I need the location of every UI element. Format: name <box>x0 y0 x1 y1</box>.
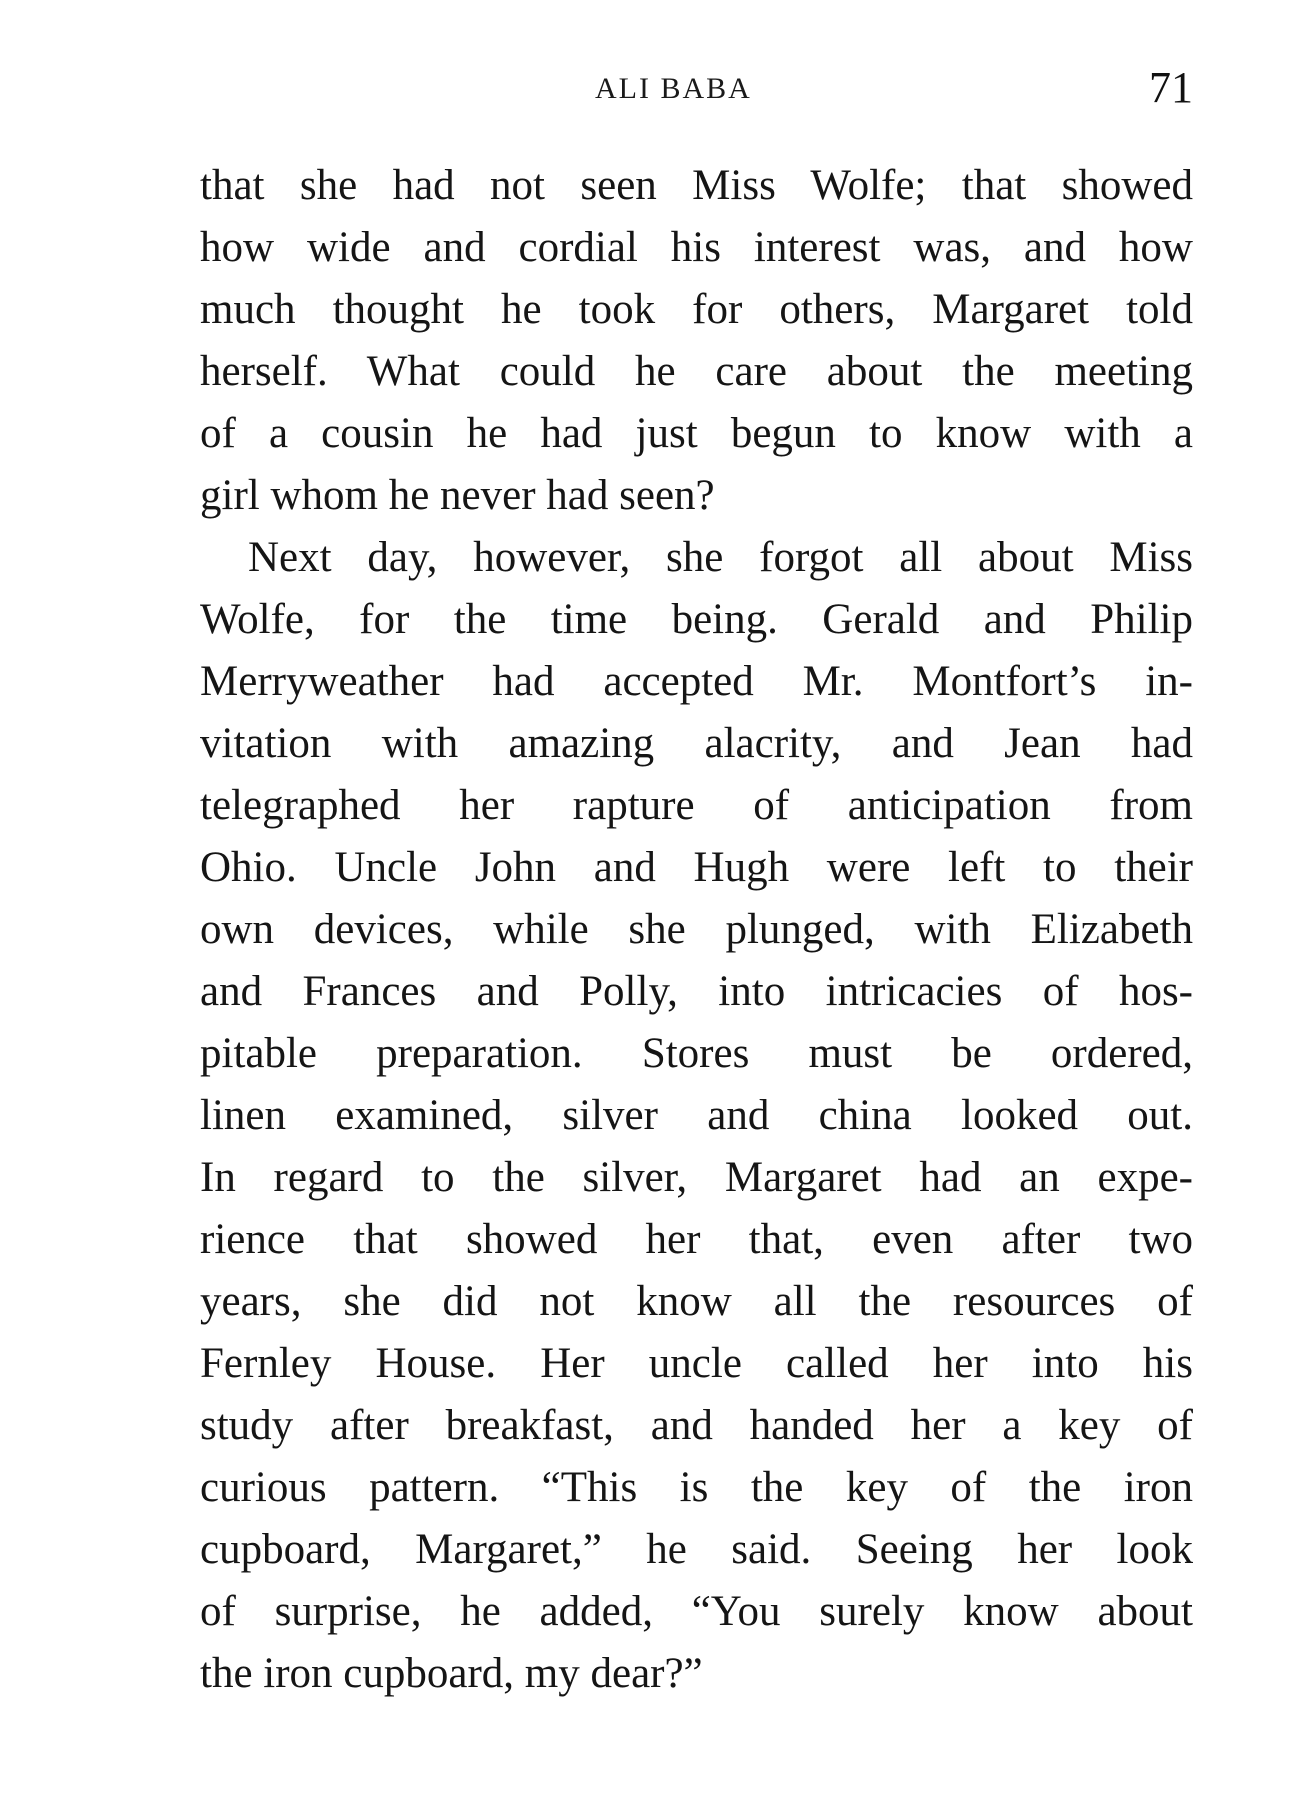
text-line: pitable preparation. Stores must be ordered, <box>200 1030 1193 1077</box>
text-line: of surprise, he added, “You surely know about <box>200 1588 1193 1635</box>
running-head <box>200 62 1193 118</box>
text-line: telegraphed her rapture of anticipation from <box>200 782 1193 829</box>
text-line: own devices, while she plunged, with Elizabeth <box>200 906 1193 953</box>
text-line: years, she did not know all the resources of <box>200 1278 1193 1325</box>
text-line: of a cousin he had just begun to know with a <box>200 410 1193 457</box>
text-line: curious pattern. “This is the key of the iron <box>200 1464 1193 1511</box>
text-line: Wolfe, for the time being. Gerald and Philip <box>200 596 1193 643</box>
text-line: that she had not seen Miss Wolfe; that showed <box>200 162 1193 209</box>
text-line: how wide and cordial his interest was, and how <box>200 224 1193 271</box>
text-line: study after breakfast, and handed her a key of <box>200 1402 1193 1449</box>
text-line: and Frances and Polly, into intricacies of hos- <box>200 968 1193 1015</box>
text-line: girl whom he never had seen? <box>200 472 715 519</box>
text-line: linen examined, silver and china looked out. <box>200 1092 1193 1139</box>
text-line: Ohio. Uncle John and Hugh were left to their <box>200 844 1193 891</box>
page-number: 71 <box>1149 63 1193 112</box>
text-line: much thought he took for others, Margaret told <box>200 286 1193 333</box>
text-line: Fernley House. Her uncle called her into his <box>200 1340 1193 1387</box>
paragraph <box>200 527 1193 1705</box>
text-line: In regard to the silver, Margaret had an expe- <box>200 1154 1193 1201</box>
text-line: cupboard, Margaret,” he said. Seeing her look <box>200 1526 1193 1573</box>
text-line: the iron cupboard, my dear?” <box>200 1650 703 1697</box>
paragraph <box>200 155 1193 527</box>
text-line: rience that showed her that, even after two <box>200 1216 1193 1263</box>
text-line: vitation with amazing alacrity, and Jean had <box>200 720 1193 767</box>
running-head-title: ALI BABA <box>595 72 752 105</box>
text-line: Merryweather had accepted Mr. Montfort’s in- <box>200 658 1193 705</box>
text-line: Next day, however, she forgot all about Miss <box>248 534 1193 581</box>
text-line: herself. What could he care about the meeting <box>200 348 1193 395</box>
body-text <box>200 155 1193 1705</box>
